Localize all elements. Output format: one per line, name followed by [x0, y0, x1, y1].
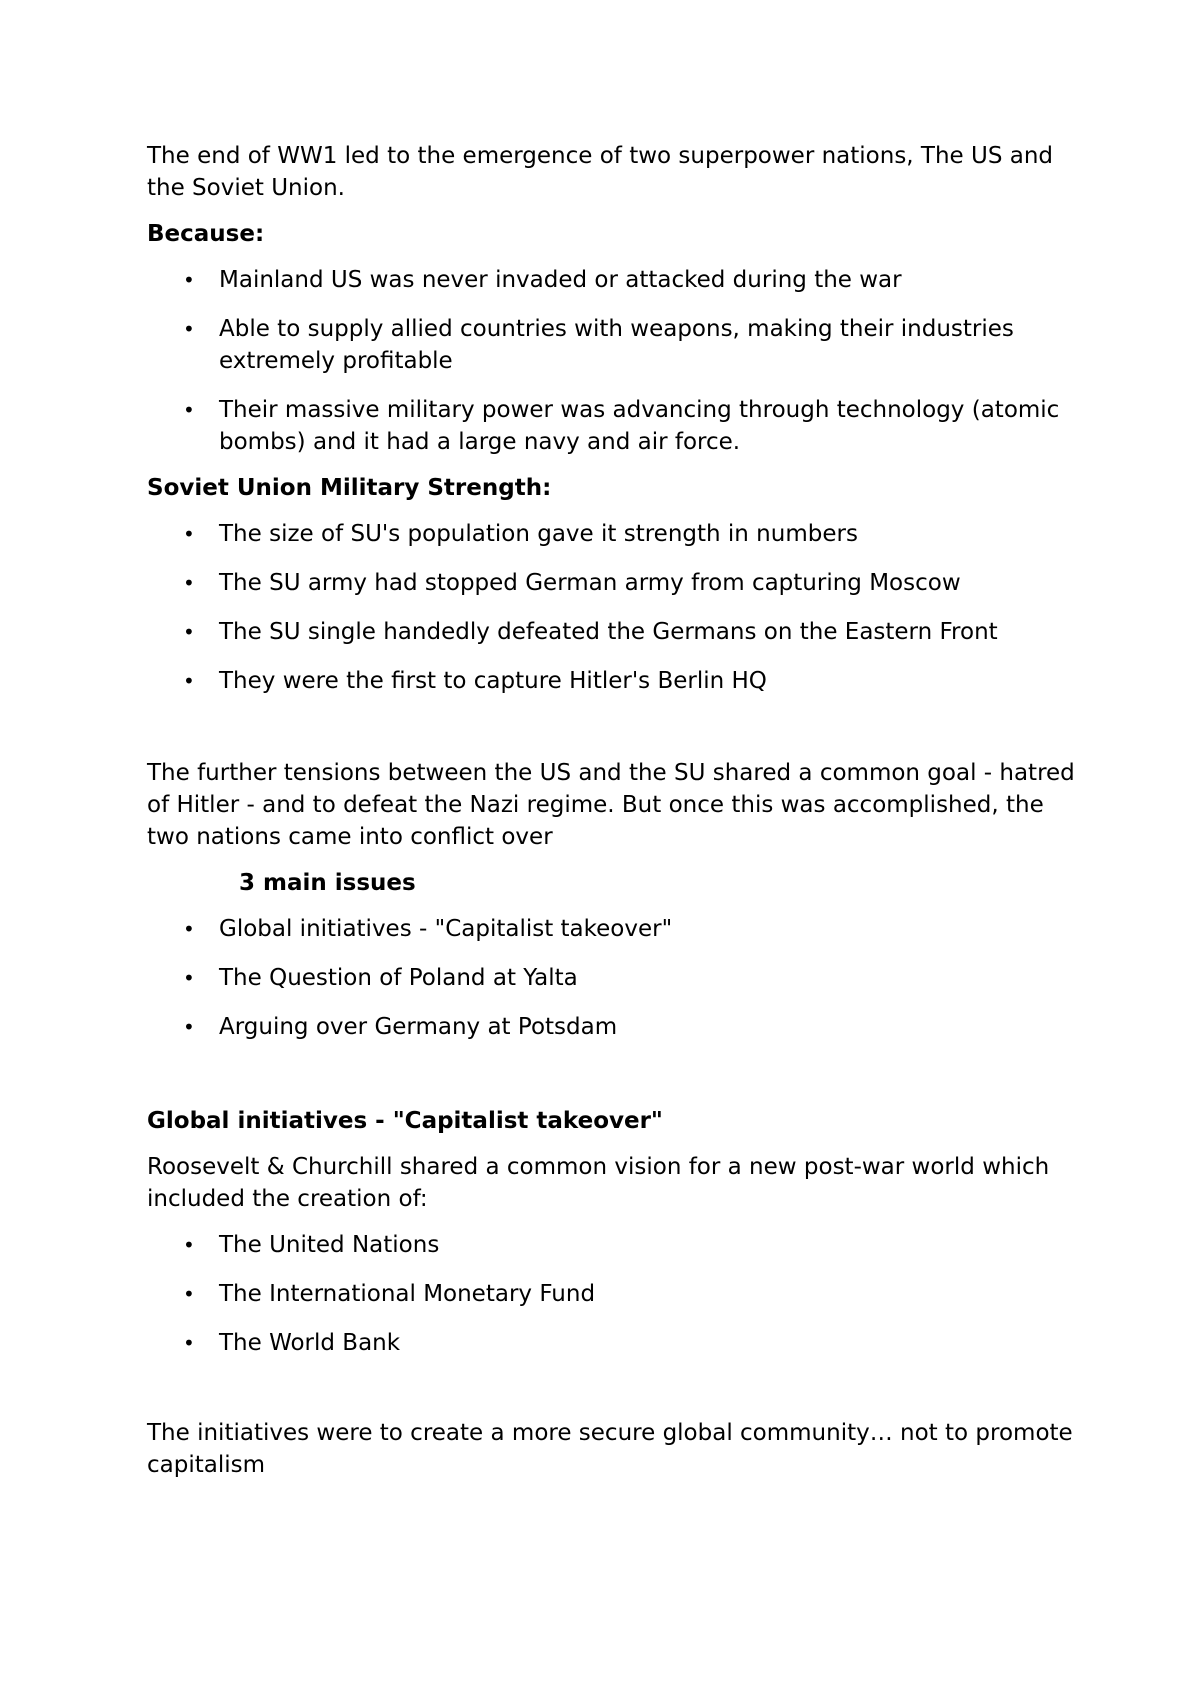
list-item-text: The International Monetary Fund — [219, 1281, 596, 1307]
global-heading: Global initiatives - "Capitalist takeover" — [147, 1108, 663, 1134]
issues-heading: 3 main issues — [239, 870, 416, 896]
global-list — [147, 1229, 1077, 1359]
soviet-list — [147, 518, 1077, 697]
list-item — [147, 394, 1077, 458]
because-heading: Because: — [147, 221, 265, 247]
list-item — [147, 1011, 1077, 1043]
list-item-text: The Question of Poland at Yalta — [219, 965, 578, 991]
bullet-icon: • — [183, 669, 195, 693]
blank-line — [147, 1373, 1077, 1417]
bullet-icon: • — [183, 1233, 195, 1257]
bullet-icon: • — [183, 268, 195, 292]
bullet-icon: • — [183, 1331, 195, 1355]
list-item — [147, 913, 1077, 945]
bullet-icon: • — [183, 317, 195, 341]
list-item-text: The size of SU's population gave it strength in numbers — [219, 521, 858, 547]
list-item-text: Arguing over Germany at Potsdam — [219, 1014, 618, 1040]
bullet-icon: • — [183, 1282, 195, 1306]
list-item — [147, 567, 1077, 599]
list-item — [147, 1278, 1077, 1310]
list-item — [147, 264, 1077, 296]
list-item — [147, 1229, 1077, 1261]
list-item-text: Mainland US was never invaded or attacked during the war — [219, 267, 902, 293]
bullet-icon: • — [183, 522, 195, 546]
bullet-icon: • — [183, 1015, 195, 1039]
blank-line — [147, 1057, 1077, 1105]
bullet-icon: • — [183, 571, 195, 595]
because-list — [147, 264, 1077, 458]
blank-line — [147, 711, 1077, 757]
list-item — [147, 962, 1077, 994]
issues-list — [147, 913, 1077, 1043]
list-item — [147, 518, 1077, 550]
intro-paragraph: The end of WW1 led to the emergence of two superpower nations, The US and the Soviet Union. — [147, 143, 1054, 201]
global-paragraph: Roosevelt & Churchill shared a common vision for a new post-war world which included the creation of: — [147, 1154, 1050, 1212]
list-item-text: They were the first to capture Hitler's Berlin HQ — [219, 668, 767, 694]
list-item — [147, 1327, 1077, 1359]
bullet-icon: • — [183, 398, 195, 422]
list-item-text: Their massive military power was advancing through technology (atomic bombs) and it had a large navy and air force. — [219, 397, 1060, 455]
list-item-text: Global initiatives - "Capitalist takeover" — [219, 916, 673, 942]
closing-paragraph: The initiatives were to create a more secure global community… not to promote capitalism — [147, 1420, 1073, 1478]
list-item — [147, 665, 1077, 697]
document-page — [147, 140, 1077, 1495]
list-item-text: The United Nations — [219, 1232, 440, 1258]
bullet-icon: • — [183, 917, 195, 941]
list-item-text: Able to supply allied countries with weapons, making their industries extremely profitable — [219, 316, 1014, 374]
list-item-text: The World Bank — [219, 1330, 401, 1356]
list-item — [147, 313, 1077, 377]
bullet-icon: • — [183, 966, 195, 990]
list-item — [147, 616, 1077, 648]
soviet-heading: Soviet Union Military Strength: — [147, 475, 552, 501]
list-item-text: The SU single handedly defeated the Germans on the Eastern Front — [219, 619, 998, 645]
list-item-text: The SU army had stopped German army from capturing Moscow — [219, 570, 961, 596]
tensions-paragraph: The further tensions between the US and the SU shared a common goal - hatred of Hitler - and to defeat the Nazi regime. But once this was accomplished, the two nations came into conflict over — [147, 760, 1075, 850]
bullet-icon: • — [183, 620, 195, 644]
